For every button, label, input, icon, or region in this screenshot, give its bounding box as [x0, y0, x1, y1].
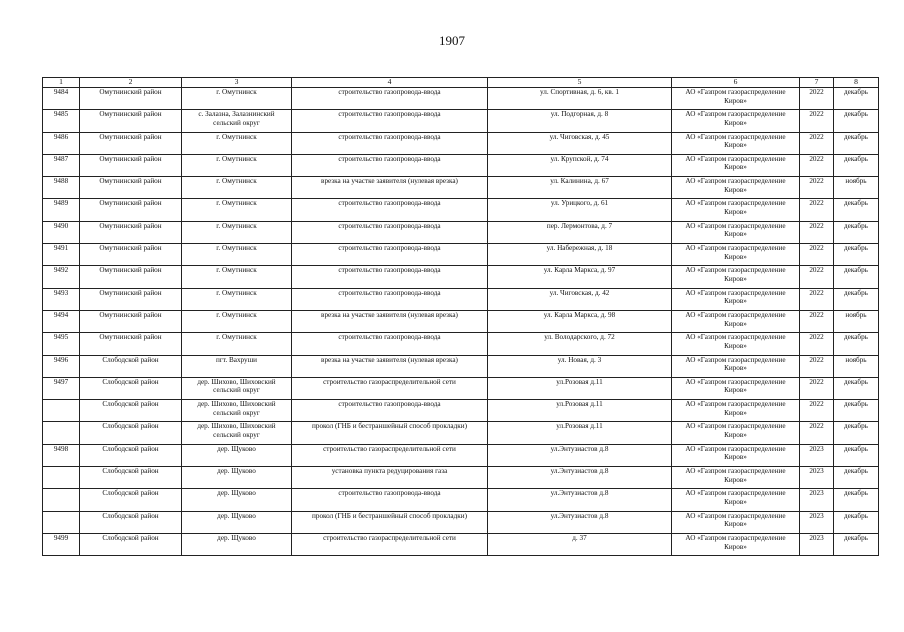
- locality-cell: г. Омутнинск: [182, 199, 292, 221]
- locality-cell: г. Омутнинск: [182, 310, 292, 332]
- locality-cell: дер. Шихово, Шиховский сельский округ: [182, 377, 292, 399]
- year-cell: 2022: [800, 400, 834, 422]
- organization-cell: АО «Газпром газораспределение Киров»: [672, 467, 800, 489]
- locality-cell: с. Залазна, Залазнинский сельский округ: [182, 110, 292, 132]
- row-number: 9493: [43, 288, 80, 310]
- month-cell: ноябрь: [834, 355, 879, 377]
- row-number: [43, 422, 80, 444]
- table-row: [43, 533, 879, 555]
- work-type-cell: прокол (ГНБ и бестраншейный способ прокладки): [292, 422, 488, 444]
- month-cell: декабрь: [834, 154, 879, 176]
- row-number: 9485: [43, 110, 80, 132]
- table-row: [43, 266, 879, 288]
- work-type-cell: прокол (ГНБ и бестраншейный способ прокладки): [292, 511, 488, 533]
- table-row: [43, 199, 879, 221]
- district-cell: Слободской район: [80, 422, 182, 444]
- organization-cell: АО «Газпром газораспределение Киров»: [672, 199, 800, 221]
- organization-cell: АО «Газпром газораспределение Киров»: [672, 88, 800, 110]
- column-header: 4: [292, 78, 488, 88]
- district-cell: Слободской район: [80, 511, 182, 533]
- locality-cell: г. Омутнинск: [182, 333, 292, 355]
- year-cell: 2022: [800, 333, 834, 355]
- year-cell: 2022: [800, 310, 834, 332]
- table-row: [43, 377, 879, 399]
- district-cell: Слободской район: [80, 467, 182, 489]
- address-cell: д. 37: [488, 533, 672, 555]
- district-cell: Омутнинский район: [80, 88, 182, 110]
- address-cell: ул.Розовая д.11: [488, 377, 672, 399]
- work-type-cell: врезка на участке заявителя (нулевая врезка): [292, 177, 488, 199]
- locality-cell: г. Омутнинск: [182, 88, 292, 110]
- table-row: [43, 132, 879, 154]
- row-number: 9488: [43, 177, 80, 199]
- month-cell: декабрь: [834, 288, 879, 310]
- organization-cell: АО «Газпром газораспределение Киров»: [672, 132, 800, 154]
- table-row: [43, 154, 879, 176]
- district-cell: Слободской район: [80, 444, 182, 466]
- district-cell: Омутнинский район: [80, 333, 182, 355]
- month-cell: декабрь: [834, 511, 879, 533]
- locality-cell: дер. Щуково: [182, 467, 292, 489]
- row-number: 9492: [43, 266, 80, 288]
- table-row: [43, 333, 879, 355]
- month-cell: ноябрь: [834, 177, 879, 199]
- table-row: [43, 244, 879, 266]
- row-number: 9494: [43, 310, 80, 332]
- row-number: 9490: [43, 221, 80, 243]
- address-cell: ул. Набережная, д. 18: [488, 244, 672, 266]
- header-row: [43, 78, 879, 88]
- organization-cell: АО «Газпром газораспределение Киров»: [672, 221, 800, 243]
- locality-cell: г. Омутнинск: [182, 154, 292, 176]
- organization-cell: АО «Газпром газораспределение Киров»: [672, 355, 800, 377]
- table-row: [43, 422, 879, 444]
- locality-cell: дер. Шихово, Шиховский сельский округ: [182, 422, 292, 444]
- month-cell: декабрь: [834, 422, 879, 444]
- address-cell: ул. Калинина, д. 67: [488, 177, 672, 199]
- work-type-cell: врезка на участке заявителя (нулевая врезка): [292, 355, 488, 377]
- row-number: 9486: [43, 132, 80, 154]
- month-cell: декабрь: [834, 132, 879, 154]
- organization-cell: АО «Газпром газораспределение Киров»: [672, 154, 800, 176]
- locality-cell: пгт. Вахруши: [182, 355, 292, 377]
- work-type-cell: строительство газопровода-ввода: [292, 154, 488, 176]
- year-cell: 2022: [800, 355, 834, 377]
- address-cell: ул. Карла Маркса, д. 97: [488, 266, 672, 288]
- row-number: [43, 511, 80, 533]
- work-type-cell: строительство газопровода-ввода: [292, 221, 488, 243]
- address-cell: ул.Розовая д.11: [488, 422, 672, 444]
- address-cell: ул.Энтузиастов д.8: [488, 511, 672, 533]
- month-cell: декабрь: [834, 333, 879, 355]
- work-type-cell: строительство газопровода-ввода: [292, 266, 488, 288]
- address-cell: ул. Подгорная, д. 8: [488, 110, 672, 132]
- year-cell: 2023: [800, 533, 834, 555]
- locality-cell: г. Омутнинск: [182, 244, 292, 266]
- organization-cell: АО «Газпром газораспределение Киров»: [672, 310, 800, 332]
- work-type-cell: строительство газопровода-ввода: [292, 199, 488, 221]
- row-number: 9495: [43, 333, 80, 355]
- district-cell: Омутнинский район: [80, 132, 182, 154]
- column-header: 5: [488, 78, 672, 88]
- work-type-cell: строительство газопровода-ввода: [292, 288, 488, 310]
- organization-cell: АО «Газпром газораспределение Киров»: [672, 377, 800, 399]
- address-cell: ул. Чиговская, д. 45: [488, 132, 672, 154]
- table-row: [43, 355, 879, 377]
- month-cell: декабрь: [834, 199, 879, 221]
- column-header: 8: [834, 78, 879, 88]
- table-row: [43, 310, 879, 332]
- district-cell: Слободской район: [80, 533, 182, 555]
- district-cell: Омутнинский район: [80, 288, 182, 310]
- month-cell: декабрь: [834, 400, 879, 422]
- district-cell: Омутнинский район: [80, 244, 182, 266]
- organization-cell: АО «Газпром газораспределение Киров»: [672, 266, 800, 288]
- row-number: [43, 400, 80, 422]
- organization-cell: АО «Газпром газораспределение Киров»: [672, 333, 800, 355]
- organization-cell: АО «Газпром газораспределение Киров»: [672, 533, 800, 555]
- address-cell: пер. Лермонтова, д. 7: [488, 221, 672, 243]
- row-number: 9498: [43, 444, 80, 466]
- year-cell: 2022: [800, 199, 834, 221]
- table-row: [43, 511, 879, 533]
- row-number: 9487: [43, 154, 80, 176]
- month-cell: декабрь: [834, 88, 879, 110]
- organization-cell: АО «Газпром газораспределение Киров»: [672, 177, 800, 199]
- locality-cell: г. Омутнинск: [182, 221, 292, 243]
- district-cell: Омутнинский район: [80, 266, 182, 288]
- table-row: [43, 467, 879, 489]
- organization-cell: АО «Газпром газораспределение Киров»: [672, 489, 800, 511]
- work-type-cell: строительство газопровода-ввода: [292, 110, 488, 132]
- month-cell: декабрь: [834, 221, 879, 243]
- year-cell: 2022: [800, 221, 834, 243]
- address-cell: ул. Спортивная, д. 6, кв. 1: [488, 88, 672, 110]
- work-type-cell: строительство газораспределительной сети: [292, 377, 488, 399]
- year-cell: 2022: [800, 244, 834, 266]
- year-cell: 2023: [800, 489, 834, 511]
- column-header: 1: [43, 78, 80, 88]
- organization-cell: АО «Газпром газораспределение Киров»: [672, 444, 800, 466]
- work-type-cell: строительство газопровода-ввода: [292, 400, 488, 422]
- row-number: 9497: [43, 377, 80, 399]
- month-cell: декабрь: [834, 377, 879, 399]
- district-cell: Омутнинский район: [80, 154, 182, 176]
- year-cell: 2022: [800, 422, 834, 444]
- month-cell: декабрь: [834, 533, 879, 555]
- district-cell: Слободской район: [80, 377, 182, 399]
- row-number: 9491: [43, 244, 80, 266]
- year-cell: 2022: [800, 110, 834, 132]
- work-type-cell: строительство газораспределительной сети: [292, 444, 488, 466]
- locality-cell: г. Омутнинск: [182, 132, 292, 154]
- locality-cell: г. Омутнинск: [182, 177, 292, 199]
- locality-cell: г. Омутнинск: [182, 266, 292, 288]
- year-cell: 2022: [800, 154, 834, 176]
- row-number: [43, 467, 80, 489]
- column-header: 2: [80, 78, 182, 88]
- table-row: [43, 221, 879, 243]
- year-cell: 2023: [800, 511, 834, 533]
- column-header: 6: [672, 78, 800, 88]
- year-cell: 2023: [800, 467, 834, 489]
- organization-cell: АО «Газпром газораспределение Киров»: [672, 288, 800, 310]
- month-cell: декабрь: [834, 489, 879, 511]
- work-type-cell: врезка на участке заявителя (нулевая врезка): [292, 310, 488, 332]
- register-table: [42, 77, 879, 556]
- district-cell: Слободской район: [80, 400, 182, 422]
- table-row: [43, 489, 879, 511]
- row-number: 9499: [43, 533, 80, 555]
- year-cell: 2022: [800, 132, 834, 154]
- month-cell: декабрь: [834, 467, 879, 489]
- district-cell: Омутнинский район: [80, 310, 182, 332]
- row-number: [43, 489, 80, 511]
- organization-cell: АО «Газпром газораспределение Киров»: [672, 511, 800, 533]
- locality-cell: г. Омутнинск: [182, 288, 292, 310]
- row-number: 9484: [43, 88, 80, 110]
- table-row: [43, 400, 879, 422]
- address-cell: ул.Энтузиастов д.8: [488, 444, 672, 466]
- work-type-cell: строительство газопровода-ввода: [292, 489, 488, 511]
- year-cell: 2022: [800, 377, 834, 399]
- year-cell: 2022: [800, 177, 834, 199]
- address-cell: ул.Энтузиастов д.8: [488, 489, 672, 511]
- district-cell: Омутнинский район: [80, 110, 182, 132]
- table-row: [43, 177, 879, 199]
- page-number: 1907: [439, 33, 465, 48]
- address-cell: ул. Володарского, д. 72: [488, 333, 672, 355]
- locality-cell: дер. Щуково: [182, 533, 292, 555]
- month-cell: декабрь: [834, 266, 879, 288]
- year-cell: 2022: [800, 266, 834, 288]
- month-cell: декабрь: [834, 110, 879, 132]
- work-type-cell: строительство газопровода-ввода: [292, 132, 488, 154]
- row-number: 9489: [43, 199, 80, 221]
- address-cell: ул. Карла Маркса, д. 98: [488, 310, 672, 332]
- work-type-cell: строительство газораспределительной сети: [292, 533, 488, 555]
- address-cell: ул.Энтузиастов д.8: [488, 467, 672, 489]
- year-cell: 2022: [800, 288, 834, 310]
- address-cell: ул.Розовая д.11: [488, 400, 672, 422]
- organization-cell: АО «Газпром газораспределение Киров»: [672, 110, 800, 132]
- work-type-cell: установка пункта редуцирования газа: [292, 467, 488, 489]
- locality-cell: дер. Шихово, Шиховский сельский округ: [182, 400, 292, 422]
- organization-cell: АО «Газпром газораспределение Киров»: [672, 244, 800, 266]
- locality-cell: дер. Щуково: [182, 489, 292, 511]
- address-cell: ул. Урицкого, д. 61: [488, 199, 672, 221]
- locality-cell: дер. Щуково: [182, 444, 292, 466]
- table-body: [43, 88, 879, 556]
- locality-cell: дер. Щуково: [182, 511, 292, 533]
- month-cell: декабрь: [834, 244, 879, 266]
- column-header: 3: [182, 78, 292, 88]
- month-cell: декабрь: [834, 444, 879, 466]
- organization-cell: АО «Газпром газораспределение Киров»: [672, 400, 800, 422]
- district-cell: Омутнинский район: [80, 177, 182, 199]
- district-cell: Омутнинский район: [80, 221, 182, 243]
- district-cell: Слободской район: [80, 355, 182, 377]
- work-type-cell: строительство газопровода-ввода: [292, 244, 488, 266]
- table-row: [43, 288, 879, 310]
- address-cell: ул. Чиговская, д. 42: [488, 288, 672, 310]
- district-cell: Омутнинский район: [80, 199, 182, 221]
- address-cell: ул. Крупской, д. 74: [488, 154, 672, 176]
- table-row: [43, 110, 879, 132]
- table-row: [43, 88, 879, 110]
- district-cell: Слободской район: [80, 489, 182, 511]
- row-number: 9496: [43, 355, 80, 377]
- address-cell: ул. Новая, д. 3: [488, 355, 672, 377]
- work-type-cell: строительство газопровода-ввода: [292, 333, 488, 355]
- organization-cell: АО «Газпром газораспределение Киров»: [672, 422, 800, 444]
- year-cell: 2023: [800, 444, 834, 466]
- table-row: [43, 444, 879, 466]
- work-type-cell: строительство газопровода-ввода: [292, 88, 488, 110]
- month-cell: ноябрь: [834, 310, 879, 332]
- year-cell: 2022: [800, 88, 834, 110]
- column-header: 7: [800, 78, 834, 88]
